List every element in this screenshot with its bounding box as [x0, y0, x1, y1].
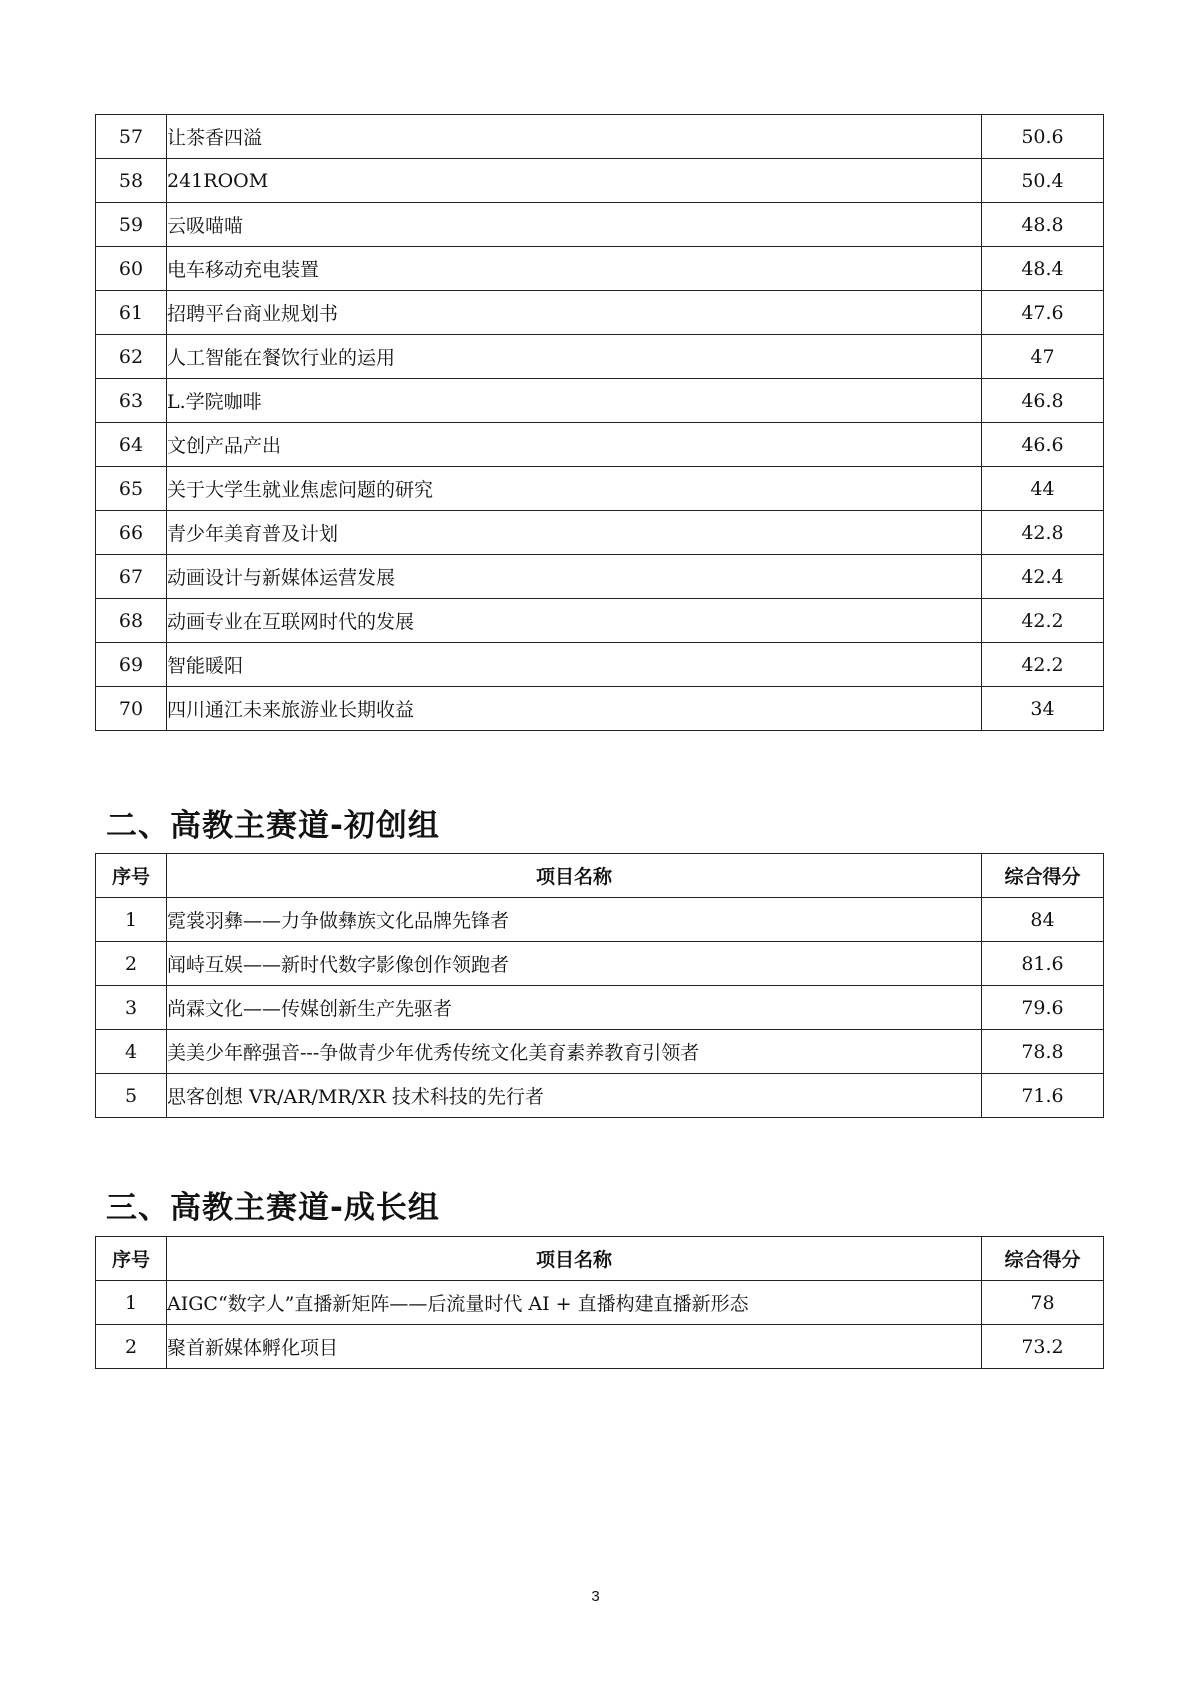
project-name: 招聘平台商业规划书 — [167, 291, 982, 335]
project-name: 尚霖文化——传媒创新生产先驱者 — [167, 986, 982, 1030]
table-header-row — [96, 1237, 1104, 1281]
project-score: 46.8 — [982, 379, 1104, 423]
project-score: 46.6 — [982, 423, 1104, 467]
project-score: 42.2 — [982, 599, 1104, 643]
row-number: 67 — [96, 555, 167, 599]
row-number: 4 — [96, 1030, 167, 1074]
project-score: 73.2 — [982, 1325, 1104, 1369]
project-score: 42.2 — [982, 643, 1104, 687]
project-name: 聚首新媒体孵化项目 — [167, 1325, 982, 1369]
project-score: 48.8 — [982, 203, 1104, 247]
row-number: 3 — [96, 986, 167, 1030]
page-number: 3 — [591, 1588, 600, 1605]
row-number: 5 — [96, 1074, 167, 1118]
project-name: 让茶香四溢 — [167, 115, 982, 159]
row-number: 2 — [96, 942, 167, 986]
table-row — [96, 687, 1104, 731]
row-number: 57 — [96, 115, 167, 159]
table-row — [96, 555, 1104, 599]
project-score: 50.4 — [982, 159, 1104, 203]
project-name: 四川通江未来旅游业长期收益 — [167, 687, 982, 731]
table-row — [96, 986, 1104, 1030]
project-score: 84 — [982, 898, 1104, 942]
table-row — [96, 599, 1104, 643]
project-name: 智能暖阳 — [167, 643, 982, 687]
table-row — [96, 291, 1104, 335]
table-row — [96, 898, 1104, 942]
project-name: AIGC“数字人”直播新矩阵——后流量时代 AI + 直播构建直播新形态 — [167, 1281, 982, 1325]
project-score: 44 — [982, 467, 1104, 511]
table-row — [96, 643, 1104, 687]
project-name: 文创产品产出 — [167, 423, 982, 467]
project-score: 48.4 — [982, 247, 1104, 291]
table-row — [96, 115, 1104, 159]
column-header-number: 序号 — [96, 1237, 167, 1281]
ranking-table-startup — [95, 853, 1104, 1118]
column-header-number: 序号 — [96, 854, 167, 898]
project-name: 电车移动充电装置 — [167, 247, 982, 291]
table-row — [96, 159, 1104, 203]
table-row — [96, 1074, 1104, 1118]
project-name: 动画专业在互联网时代的发展 — [167, 599, 982, 643]
project-score: 79.6 — [982, 986, 1104, 1030]
table-row — [96, 1325, 1104, 1369]
column-header-score: 综合得分 — [982, 1237, 1104, 1281]
project-score: 42.8 — [982, 511, 1104, 555]
table-row — [96, 203, 1104, 247]
row-number: 68 — [96, 599, 167, 643]
project-name: 人工智能在餐饮行业的运用 — [167, 335, 982, 379]
row-number: 70 — [96, 687, 167, 731]
column-header-project: 项目名称 — [167, 854, 982, 898]
project-score: 47 — [982, 335, 1104, 379]
project-score: 78 — [982, 1281, 1104, 1325]
table-header-row — [96, 854, 1104, 898]
section-title-growth: 三、高教主赛道-成长组 — [106, 1190, 440, 1226]
project-score: 42.4 — [982, 555, 1104, 599]
project-score: 50.6 — [982, 115, 1104, 159]
project-name: L.学院咖啡 — [167, 379, 982, 423]
project-name: 青少年美育普及计划 — [167, 511, 982, 555]
row-number: 69 — [96, 643, 167, 687]
project-score: 81.6 — [982, 942, 1104, 986]
row-number: 61 — [96, 291, 167, 335]
section-title-startup: 二、高教主赛道-初创组 — [106, 808, 440, 844]
row-number: 65 — [96, 467, 167, 511]
table-row — [96, 942, 1104, 986]
row-number: 59 — [96, 203, 167, 247]
project-name: 思客创想 VR/AR/MR/XR 技术科技的先行者 — [167, 1074, 982, 1118]
table-row — [96, 423, 1104, 467]
project-score: 78.8 — [982, 1030, 1104, 1074]
row-number: 1 — [96, 898, 167, 942]
ranking-table-continued — [95, 114, 1104, 731]
table-row — [96, 511, 1104, 555]
table-row — [96, 1281, 1104, 1325]
table-row — [96, 335, 1104, 379]
row-number: 62 — [96, 335, 167, 379]
row-number: 63 — [96, 379, 167, 423]
project-score: 47.6 — [982, 291, 1104, 335]
project-name: 241ROOM — [167, 159, 982, 203]
row-number: 58 — [96, 159, 167, 203]
project-score: 34 — [982, 687, 1104, 731]
row-number: 64 — [96, 423, 167, 467]
row-number: 2 — [96, 1325, 167, 1369]
row-number: 60 — [96, 247, 167, 291]
table-row — [96, 247, 1104, 291]
row-number: 1 — [96, 1281, 167, 1325]
project-name: 美美少年醉强音---争做青少年优秀传统文化美育素养教育引领者 — [167, 1030, 982, 1074]
row-number: 66 — [96, 511, 167, 555]
table-row — [96, 467, 1104, 511]
project-name: 霓裳羽彝——力争做彝族文化品牌先锋者 — [167, 898, 982, 942]
column-header-project: 项目名称 — [167, 1237, 982, 1281]
project-score: 71.6 — [982, 1074, 1104, 1118]
column-header-score: 综合得分 — [982, 854, 1104, 898]
table-row — [96, 1030, 1104, 1074]
project-name: 闻峙互娱——新时代数字影像创作领跑者 — [167, 942, 982, 986]
project-name: 动画设计与新媒体运营发展 — [167, 555, 982, 599]
project-name: 云吸喵喵 — [167, 203, 982, 247]
ranking-table-growth — [95, 1236, 1104, 1369]
project-name: 关于大学生就业焦虑问题的研究 — [167, 467, 982, 511]
table-row — [96, 379, 1104, 423]
